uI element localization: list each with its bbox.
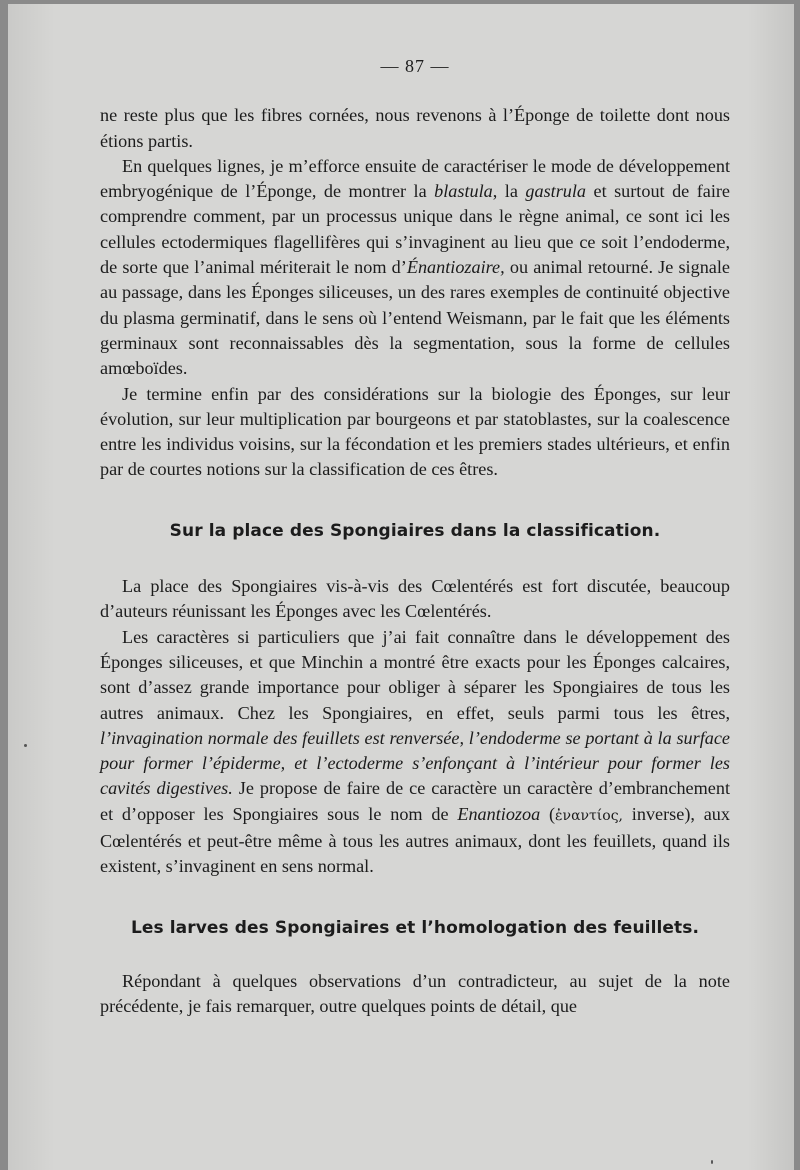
text-run: Je propose de faire de ce caractère un caractère d’embranchement et d’opposer les Spongiaires sous le nom de (100, 778, 730, 824)
paragraph-characters (100, 625, 730, 880)
ink-speck (24, 744, 27, 747)
text-run: Les caractères si particuliers que j’ai fait connaître dans le développement des Éponges siliceuses, et que Minchin a montré être exacts pour les Éponges calcaires, sont d’assez grande importance pour obliger à séparer les Spongiaires de tous les autres animaux. Chez les Spongiaires, en effet, seuls parmi tous les êtres, (100, 626, 730, 723)
text-run: , la (492, 181, 526, 202)
paragraph-reply: Répondant à quelques observations d’un contradicteur, au sujet de la note précédente, je fais remarquer, outre quelques points de détail, que (100, 970, 730, 1017)
italic-statement: l’invagination normale des feuillets est renversée, l’endoderme se portant à la surface pour former l’épiderme, et l’ectoderme s’enfonçant à l’intérieur pour former les cavités digestives. (100, 727, 730, 799)
section-heading-classification: Sur la place des Spongiaires dans la classification. (169, 520, 661, 541)
term-enantiozaire: Énantiozaire, (406, 257, 505, 278)
text-run: ( (540, 803, 556, 824)
page-number: — 87 — (380, 56, 450, 76)
term-blastula: blastula (434, 181, 493, 202)
term-enantiozoa: Enantiozoa (457, 803, 541, 824)
page-content (100, 54, 730, 1020)
text-run: ou animal retourné. Je signale au passage, dans les Éponges siliceuses, un des rares exemples de continuité objective du plasma germinatif, dans le sens où l’entend Weismann, par le fait que les éléments germinaux sont reconnaissables dès la segmentation, sous la forme de cellules amœboïdes. (100, 257, 730, 379)
scanned-page (8, 4, 794, 1170)
ink-speck (711, 1160, 713, 1164)
greek-word: ἐναντίος, (555, 807, 623, 824)
paragraph-biology: Je termine enfin par des considérations sur la biologie des Éponges, sur leur évolution, sur leur multiplication par bourgeons et par statoblastes, sur la coalescence entre les individus voisins, sur la fécondation et les premiers stades ultérieurs, et enfin par de courtes notions sur la classification de ces êtres. (100, 383, 730, 480)
text-run: inverse), aux Cœlentérés et peut-être même à tous les autres animaux, dont les feuillets, quand ils existent, s’invaginent en sens normal. (100, 803, 730, 877)
paragraph-development (100, 154, 730, 382)
term-gastrula: gastrula (525, 181, 587, 202)
section-heading-larvae: Les larves des Spongiaires et l’homologation des feuillets. (130, 917, 700, 938)
paragraph-placement: La place des Spongiaires vis-à-vis des Cœlentérés est fort discutée, beaucoup d’auteurs réunissant les Éponges avec les Cœlentérés. (100, 576, 730, 622)
text-run: et surtout de faire comprendre comment, par un processus unique dans le règne animal, ce sont ici les cellules ectodermiques flagellifères qui s’invaginent au lieu que ce soit l’endoderme, de sorte que l’animal mériterait le nom d’ (100, 181, 731, 278)
text-run: En quelques lignes, je m’efforce ensuite de caractériser le mode de développement embryogénique de l’Éponge, de montrer la (100, 155, 730, 202)
paragraph-continuation: ne reste plus que les fibres cornées, nous revenons à l’Éponge de toilette dont nous étions partis. (100, 105, 730, 151)
